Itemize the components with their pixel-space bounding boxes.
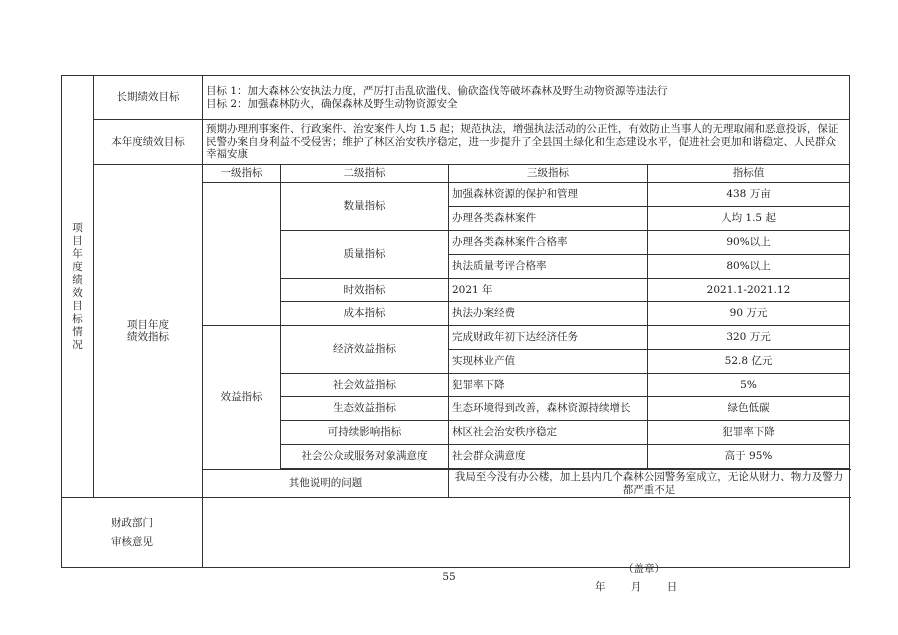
- item-cell: 执法办案经费: [449, 302, 648, 326]
- item-cell: 实现林业产值: [449, 350, 648, 374]
- value-cell: 320 万元: [648, 326, 850, 350]
- sub-sustain: 可持续影响指标: [281, 421, 449, 445]
- sub-economic: 经济效益指标: [281, 326, 449, 374]
- long-term-goals: [203, 76, 850, 120]
- outcome-group: 效益指标: [203, 326, 281, 470]
- indicator-label: 项目年度 绩效指标: [94, 165, 203, 498]
- value-cell: 绿色低碳: [648, 397, 850, 421]
- sub-quality: 质量指标: [281, 231, 449, 279]
- item-cell: 生态环境得到改善，森林资源持续增长: [449, 397, 648, 421]
- value-cell: 80%以上: [648, 255, 850, 279]
- sub-time: 时效指标: [281, 279, 449, 302]
- item-cell: 2021 年: [449, 279, 648, 302]
- date-line: 年 月 日: [595, 580, 678, 593]
- output-group: [203, 183, 281, 326]
- sub-eco: 生态效益指标: [281, 397, 449, 421]
- annual-target-label: 本年度绩效目标: [94, 120, 203, 165]
- seal-text: （盖章）: [623, 562, 665, 575]
- value-cell: 高于 95%: [648, 445, 850, 469]
- long-term-label: 长期绩效目标: [94, 76, 203, 120]
- header-value: 指标值: [648, 165, 850, 183]
- value-cell: 90%以上: [648, 231, 850, 255]
- value-cell: 5%: [648, 374, 850, 397]
- other-notes-text: 我局至今没有办公楼，加上县内几个森林公园警务室成立，无论从财力、物力及警力都严重不足: [449, 470, 850, 498]
- sub-social: 社会效益指标: [281, 374, 449, 397]
- value-cell: 438 万亩: [648, 183, 850, 207]
- value-cell: 犯罪率下降: [648, 421, 850, 445]
- annual-target-text: 预期办理刑事案件、行政案件、治安案件人均 1.5 起；规范执法，增强执法活动的公正性，有效防止当事人的无理取闹和恶意投诉，保证民警办案自身利益不受侵害；维护了林区治安秩序稳定，进一步提升了全县国土绿化和生态建设水平，促进社会更加和谐稳定、人民群众幸福安康: [203, 120, 850, 165]
- sub-quantity: 数量指标: [281, 183, 449, 231]
- value-cell: 52.8 亿元: [648, 350, 850, 374]
- finance-review-label: 财政部门 审核意见: [62, 498, 203, 568]
- item-cell: 犯罪率下降: [449, 374, 648, 397]
- value-cell: 90 万元: [648, 302, 850, 326]
- long-term-goal-1: 目标 1：加大森林公安执法力度，严厉打击乱砍滥伐、偷砍盗伐等破坏森林及野生动物资源等违法行: [206, 85, 668, 97]
- value-cell: 2021.1-2021.12: [648, 279, 850, 302]
- page-number: 55: [442, 571, 456, 583]
- sub-satisfaction: 社会公众或服务对象满意度: [281, 445, 449, 469]
- item-cell: 完成财政年初下达经济任务: [449, 326, 648, 350]
- header-level-3: 三级指标: [449, 165, 648, 183]
- long-term-goal-2: 目标 2：加强森林防火，确保森林及野生动物资源安全: [206, 97, 458, 110]
- item-cell: 加强森林资源的保护和管理: [449, 183, 648, 207]
- sub-cost: 成本指标: [281, 302, 449, 326]
- other-notes-label: 其他说明的问题: [203, 470, 449, 498]
- item-cell: 办理各类森林案件: [449, 207, 648, 231]
- header-level-2: 二级指标: [281, 165, 449, 183]
- item-cell: 社会群众满意度: [449, 445, 648, 469]
- item-cell: 办理各类森林案件合格率: [449, 231, 648, 255]
- section-label: 项目年度绩效目标情况: [62, 76, 94, 498]
- item-cell: 林区社会治安秩序稳定: [449, 421, 648, 445]
- header-level-1: 一级指标: [203, 165, 281, 183]
- value-cell: 人均 1.5 起: [648, 207, 850, 231]
- item-cell: 执法质量考评合格率: [449, 255, 648, 279]
